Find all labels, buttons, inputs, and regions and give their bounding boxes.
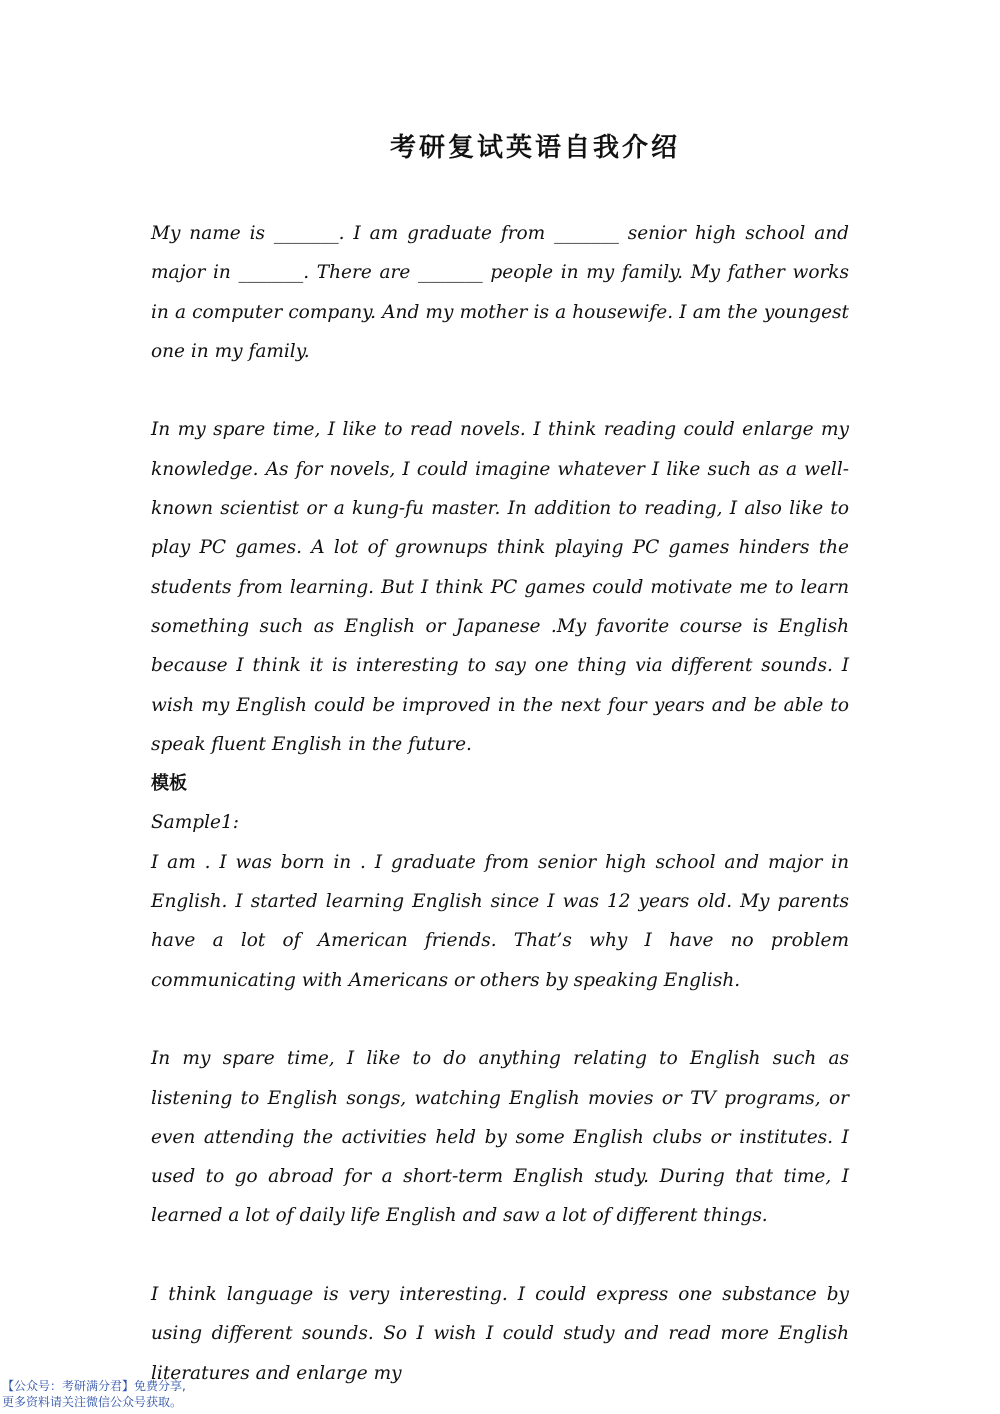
paragraph-spacer <box>151 1236 849 1275</box>
paragraph-spacer <box>151 1000 849 1039</box>
paragraph-spacer <box>151 371 849 410</box>
sample-paragraph-2: In my spare time, I like to do anything relating to English such as listening to English songs, watching English movies or TV programs, or even attending the activities held by some English clubs or institutes. I used to go abroad for a short-term English study. During that time, I learned a lot of daily life English and saw a lot of different things. <box>151 1048 849 1227</box>
sample-paragraph-1: I am . I was born in . I graduate from senior high school and major in English. I started learning English since I was 12 years old. My parents have a lot of American friends. That’s why I have no problem communicating with Americans or others by speaking English. <box>151 851 849 991</box>
intro-paragraph-1: My name is _______. I am graduate from _______ senior high school and major in _______. There are _______ people in my family. My father works in a computer company. And my mother is a housewife. I am the youngest one in my family. <box>151 223 849 362</box>
sample-label: Sample1: <box>151 812 239 834</box>
footer-line-2: 更多资料请关注微信公众号获取。 <box>2 1395 183 1409</box>
sample-paragraph-3: I think language is very interesting. I could express one substance by using different sounds. So I wish I could study and read more English literatures and enlarge my <box>151 1284 849 1384</box>
template-label: 模板 <box>151 773 187 795</box>
document-body <box>151 214 849 1393</box>
intro-paragraph-2: In my spare time, I like to read novels. I think reading could enlarge my knowledge. As for novels, I could imagine whatever I like such as a well-known scientist or a kung-fu master. In addition to reading, I also like to play PC games. A lot of grownups think playing PC games hinders the students from learning. But I think PC games could motivate me to learn something such as English or Japanese .My favorite course is English because I think it is interesting to say one thing via different sounds. I wish my English could be improved in the next four years and be able to speak fluent English in the future. <box>151 419 849 755</box>
page-title: 考研复试英语自我介绍 <box>389 133 680 163</box>
footer-watermark <box>2 1378 186 1410</box>
footer-line-1: 【公众号：考研满分君】免费分享, <box>2 1379 186 1393</box>
